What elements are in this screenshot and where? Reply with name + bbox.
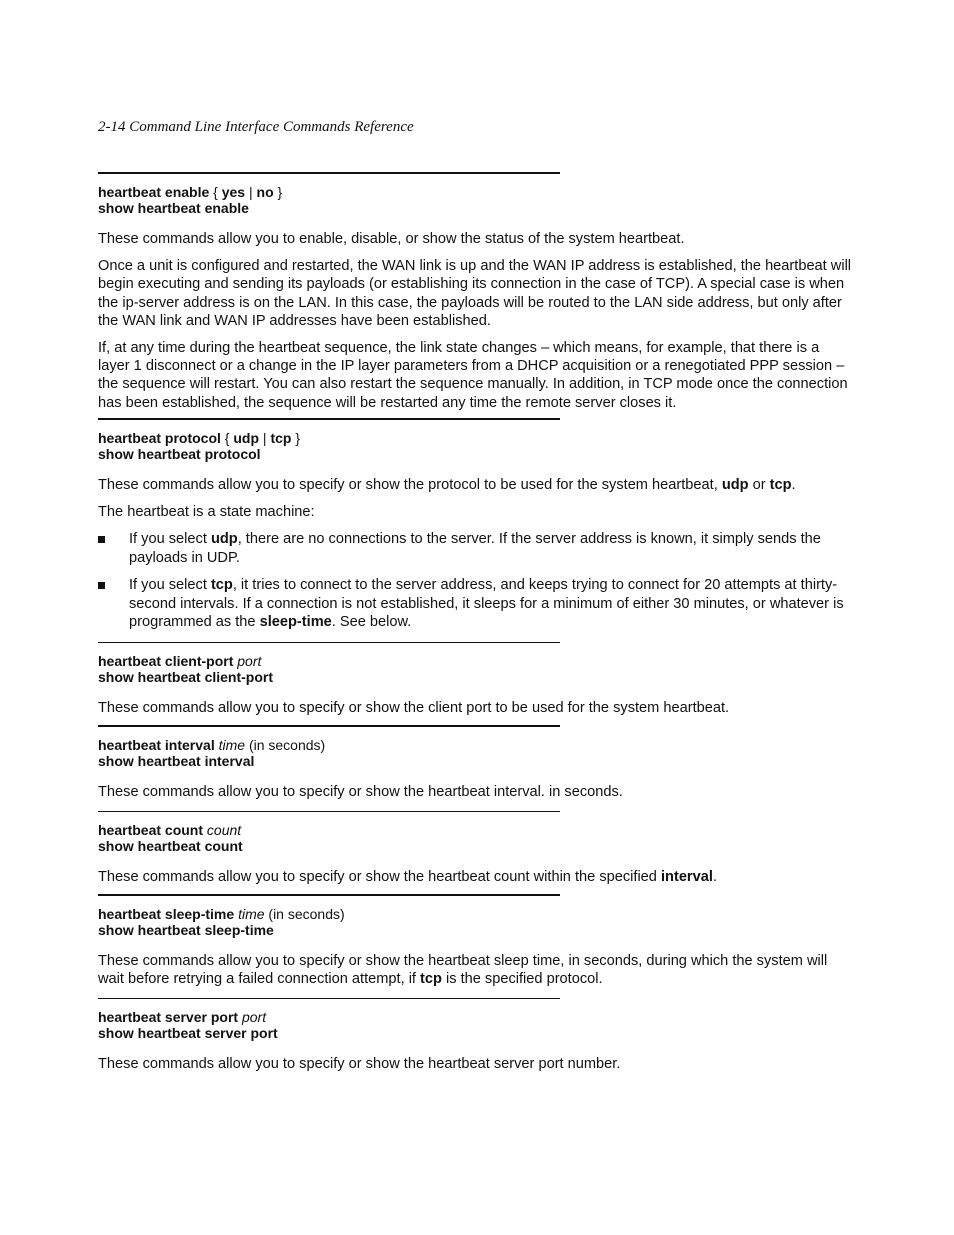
section-rule xyxy=(98,811,560,812)
section-heartbeat-server-port xyxy=(98,998,854,1073)
section-heartbeat-sleep-time xyxy=(98,894,854,988)
section-heartbeat-enable xyxy=(98,172,854,412)
description: These commands allow you to specify or show the protocol to be used for the system heartbeat, udp or tcp. xyxy=(98,477,796,493)
section-rule xyxy=(98,172,560,174)
command-syntax: heartbeat interval time (in seconds) xyxy=(98,737,326,753)
command-syntax: heartbeat enable { yes | no } xyxy=(98,184,283,200)
section-heartbeat-interval xyxy=(98,725,854,801)
command-syntax: heartbeat count count xyxy=(98,822,242,838)
description: These commands allow you to enable, disable, or show the status of the system heartbeat. xyxy=(98,231,685,247)
description: These commands allow you to specify or show the heartbeat sleep time, in seconds, during which the system will wait before retrying a failed connection attempt, if tcp is the specified protocol. xyxy=(98,953,828,988)
bullet-square-icon xyxy=(98,536,105,543)
show-command: show heartbeat count xyxy=(98,838,243,854)
description: The heartbeat is a state machine: xyxy=(98,504,315,521)
show-command: show heartbeat enable xyxy=(98,200,249,216)
section-heartbeat-protocol xyxy=(98,418,854,631)
section-rule xyxy=(98,418,560,420)
section-heartbeat-client-port xyxy=(98,642,854,717)
running-header: 2-14 Command Line Interface Commands Reference xyxy=(98,119,414,135)
section-rule xyxy=(98,642,560,643)
show-command: show heartbeat server port xyxy=(98,1025,278,1041)
show-command: show heartbeat sleep-time xyxy=(98,922,274,938)
show-command: show heartbeat client-port xyxy=(98,669,274,685)
bullet-list xyxy=(98,530,854,631)
bullet-square-icon xyxy=(98,582,105,589)
description: These commands allow you to specify or show the client port to be used for the system heartbeat. xyxy=(98,700,730,716)
section-heartbeat-count xyxy=(98,811,854,886)
show-command: show heartbeat interval xyxy=(98,753,255,769)
description: If, at any time during the heartbeat sequence, the link state changes – which means, for example, that there is a layer 1 disconnect or a change in the IP layer parameters from a DHCP acquisition or a renegotiated PPP session – the sequence will restart. You can also restart the sequence manually. In addition, in TCP mode once the connection has been established, the sequence will be restarted any time the remote server closes it. xyxy=(98,340,848,411)
description: These commands allow you to specify or show the heartbeat interval. in seconds. xyxy=(98,784,623,800)
command-syntax: heartbeat client-port port xyxy=(98,653,262,669)
description: Once a unit is configured and restarted, the WAN link is up and the WAN IP address is established, the heartbeat will begin executing and sending its payloads (or establishing its connection in the case of TCP). A special case is when the ip-server address is on the LAN. In this case, the payloads will be routed to the LAN side address, but only after the WAN link and WAN IP addresses have been established. xyxy=(98,258,852,329)
description: These commands allow you to specify or show the heartbeat server port number. xyxy=(98,1056,621,1072)
list-item: If you select tcp, it tries to connect to the server address, and keeps trying to connect for 20 attempts at thirty-second intervals. If a connection is not established, it sleeps for a minimum of either 30 minutes, or whatever is programmed as the sleep-time. See below. xyxy=(98,576,854,631)
command-syntax: heartbeat server port port xyxy=(98,1009,267,1025)
description: These commands allow you to specify or show the heartbeat count within the specified interval. xyxy=(98,869,717,885)
command-syntax: heartbeat protocol { udp | tcp } xyxy=(98,430,301,446)
list-item: If you select udp, there are no connections to the server. If the server address is known, it simply sends the payloads in UDP. xyxy=(98,530,854,567)
command-syntax: heartbeat sleep-time time (in seconds) xyxy=(98,906,345,922)
show-command: show heartbeat protocol xyxy=(98,446,261,462)
section-rule xyxy=(98,998,560,999)
section-rule xyxy=(98,894,560,896)
section-rule xyxy=(98,725,560,727)
